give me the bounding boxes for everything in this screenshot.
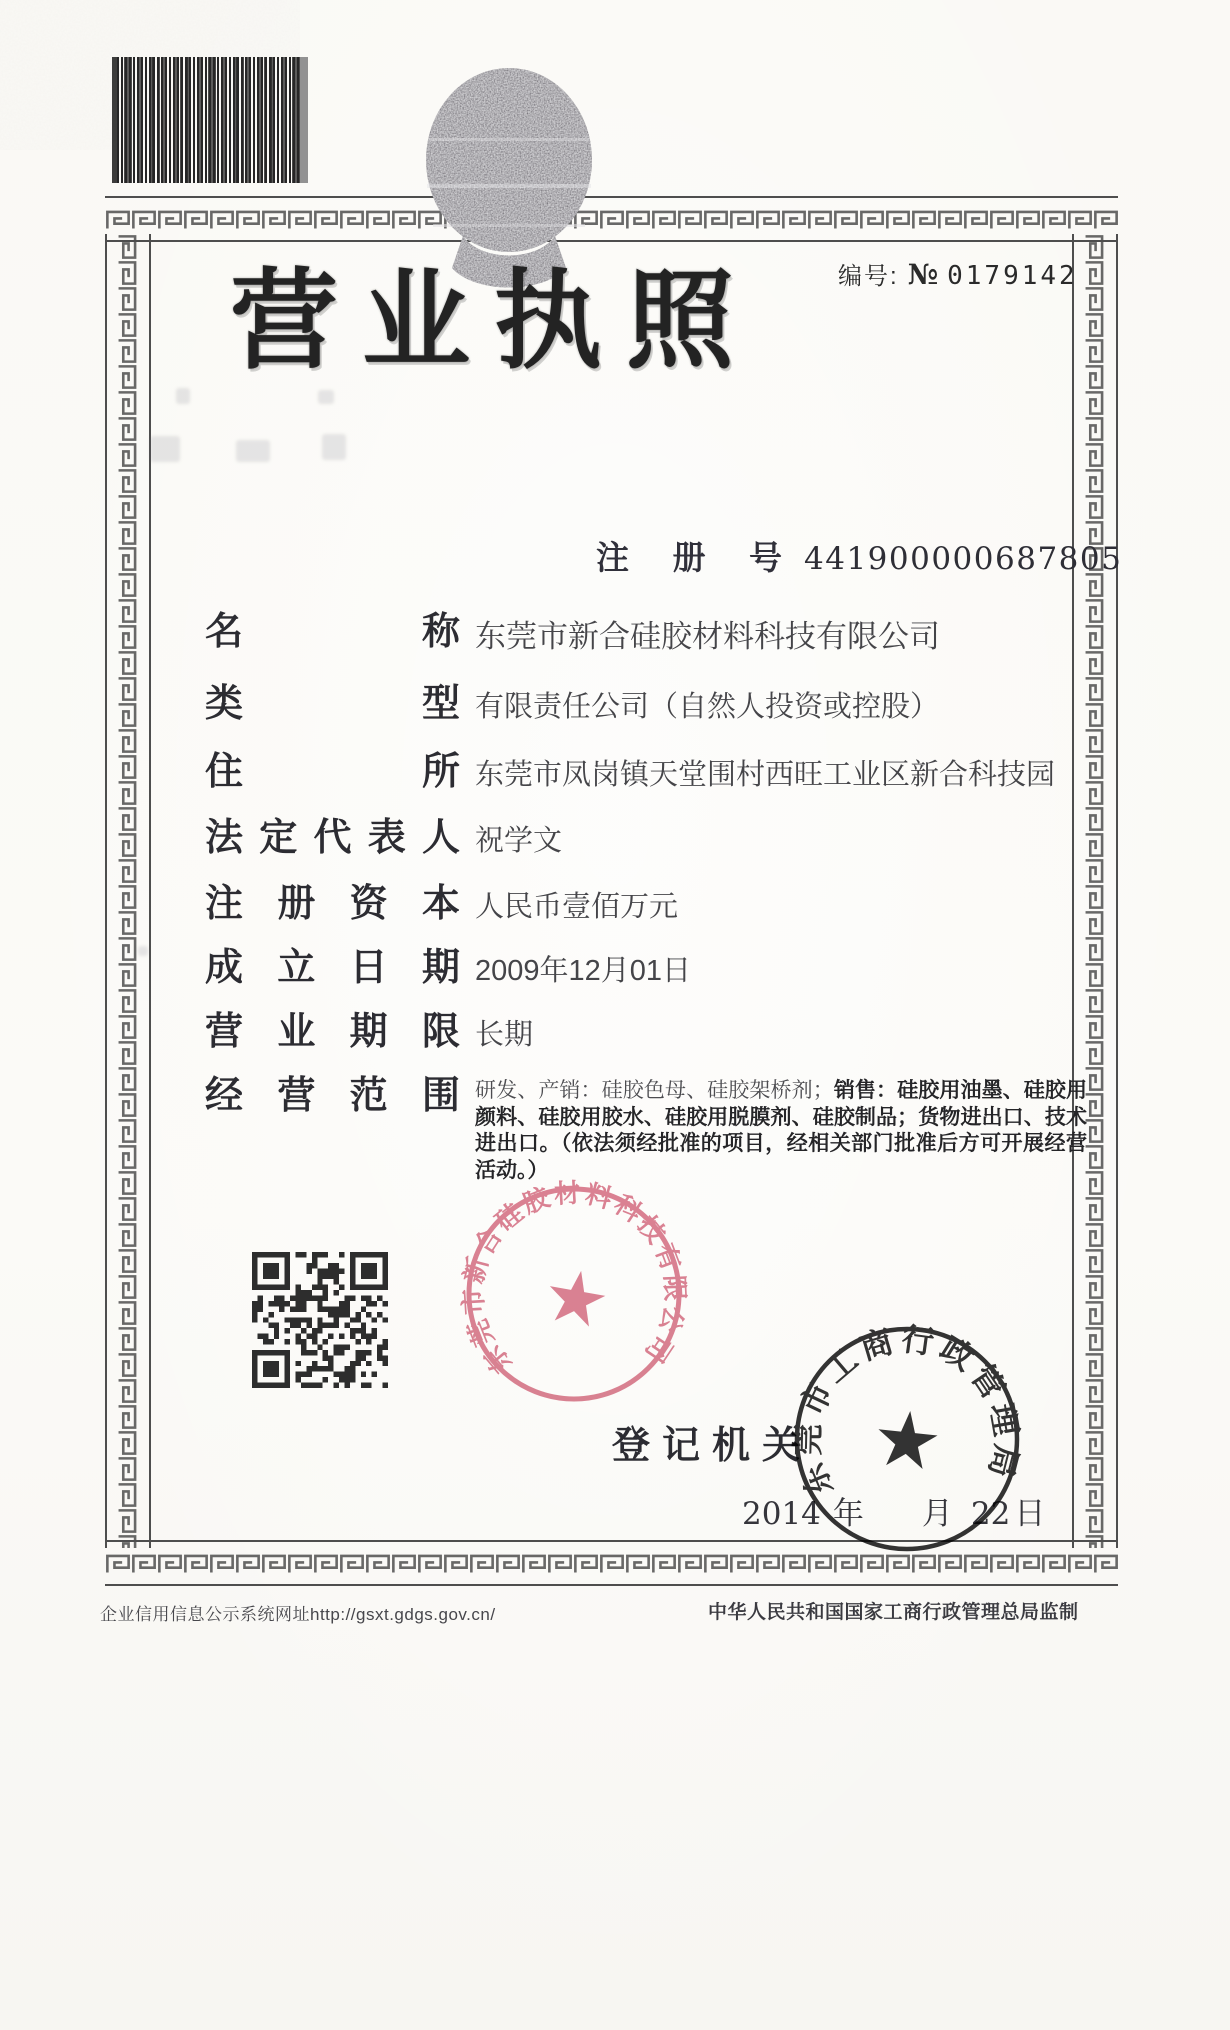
field-label: 经营范围 [205,1072,460,1117]
license-title: 营业执照 [230,258,759,384]
registration-number-value: 441900000687805 [804,541,1123,577]
field-label: 营业期限 [205,1008,460,1053]
registration-number-line [596,532,1122,579]
company-seal [448,1170,700,1422]
registrar-stamp-text: 东莞市工商行政管理局 [788,1319,1027,1503]
border-left [105,234,151,1548]
qr-code [252,1252,388,1388]
field-value: 东莞市凤岗镇天堂围村西旺工业区新合科技园 [475,759,1056,791]
field-row-type [205,680,1095,725]
issue-day: 22 [970,1496,1011,1532]
field-label: 名称 [205,608,460,653]
svg-text:东莞市工商行政管理局 [789,1320,1027,1502]
field-label: 住所 [205,748,460,793]
scan-smudge [138,946,148,956]
registration-number-label: 注册号 [596,538,782,577]
field-value: 人民币壹佰万元 [475,891,679,923]
field-row-legal-representative [205,814,1095,859]
issue-day-unit: 日 [1014,1496,1046,1532]
field-label: 法定代表人 [205,814,460,859]
footer-issuing-authority: 中华人民共和国国家工商行政管理总局监制 [708,1602,1079,1623]
field-label: 注册资本 [205,880,460,925]
field-row-name [205,608,1095,655]
field-row-registered-capital [205,880,1095,925]
scope-normal-text: 研发、产销：硅胶色母、硅胶架桥剂； [475,1079,834,1102]
scan-smudge [150,436,180,462]
scan-smudge [176,388,190,404]
issue-year-unit: 年 [832,1496,864,1532]
field-row-business-term [205,1008,1095,1053]
numero-symbol: № [907,258,939,291]
barcode [112,57,308,183]
issue-year: 2014 [742,1496,821,1532]
field-value [475,1078,1087,1185]
field-value: 长期 [475,1019,534,1051]
field-value: 有限责任公司（自然人投资或控股） [475,691,940,723]
field-value: 祝学文 [475,825,563,857]
field-label: 成立日期 [205,944,460,989]
issue-month-unit: 月 [921,1496,953,1532]
scan-smudge [236,440,270,462]
registrar-label: 登记机关 [612,1422,800,1467]
border-top [105,196,1118,242]
footer-public-info-url: 企业信用信息公示系统网址http://gsxt.gdgs.gov.cn/ [100,1605,496,1624]
field-row-establish-date [205,944,1095,989]
company-seal-text: 东莞市新合硅胶材料科技有限公司 [458,1178,690,1379]
scan-smudge [318,390,334,404]
serial-digits: 0179142 [947,261,1078,291]
serial-label: 编号: [838,263,899,290]
registrar-stamp [783,1318,1031,1566]
field-row-business-scope [205,1072,1095,1185]
scope-bold-text: 销售：硅胶用油墨、硅胶用颜料、硅胶用胶水、硅胶用脱膜剂、硅胶制品；货物进出口、技术进出口。（依法须经批准的项目，经相关部门批准后方可开展经营活动。） [475,1079,1088,1182]
field-value: 2009年12月01日 [475,955,692,987]
svg-text:东莞市新合硅胶材料科技有限公司 [458,1178,689,1378]
field-label: 类型 [205,680,460,725]
field-value: 东莞市新合硅胶材料科技有限公司 [475,619,940,654]
field-row-address [205,748,1095,793]
serial-number [838,256,1078,291]
scan-smudge [322,434,346,460]
